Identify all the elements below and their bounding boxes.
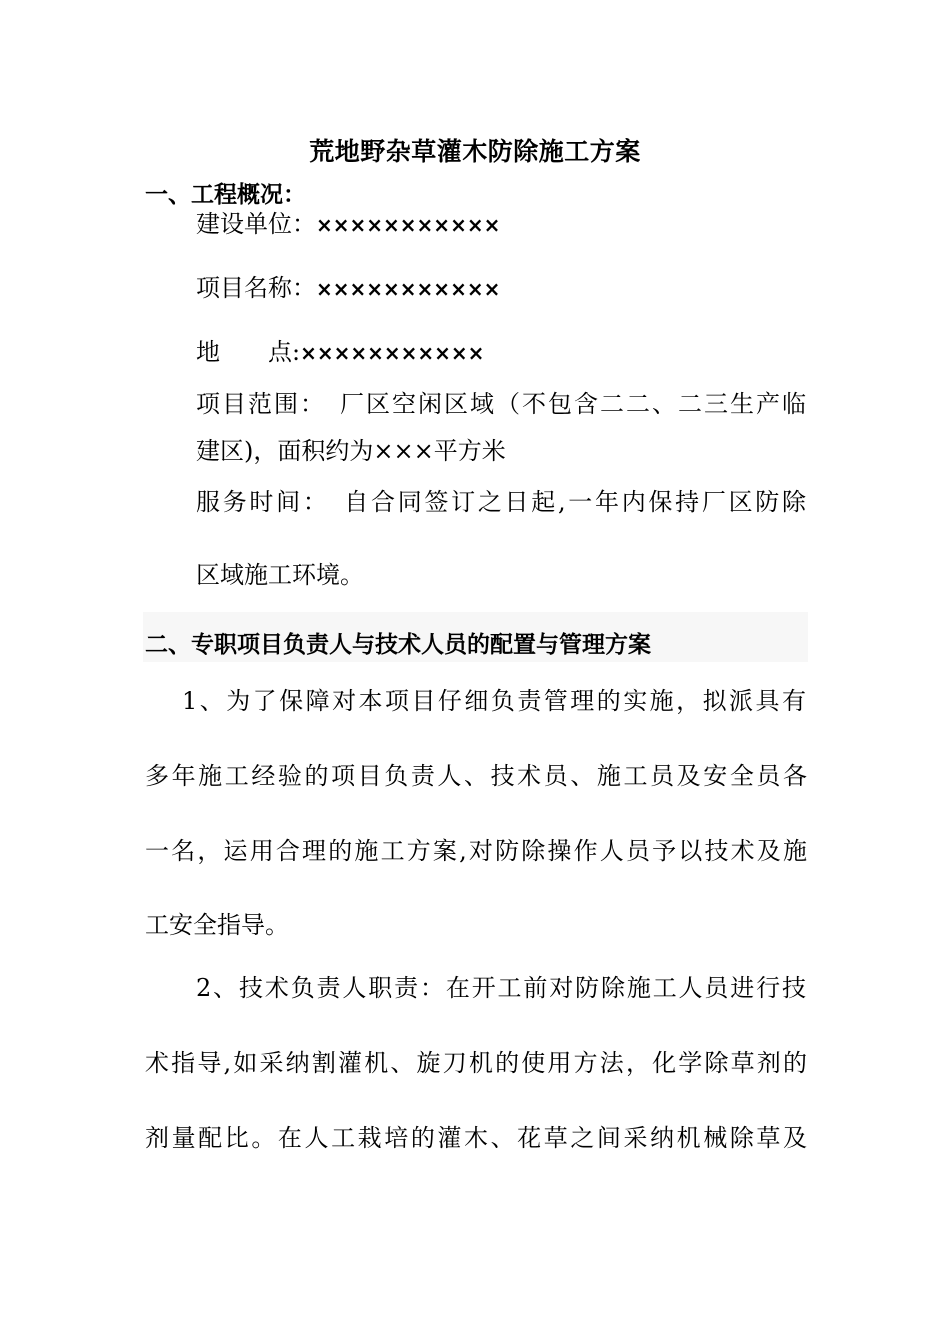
location-label: 地 点: [196,338,301,366]
construction-unit-label: 建设单位： [196,210,316,238]
location-value: ××××××××××× [300,341,485,365]
paragraph2-line-2: 术指导,如采纳割灌机、旋刀机的使用方法，化学除草剂的 [145,1049,807,1077]
construction-unit-value: ××××××××××× [316,213,501,237]
paragraph2-line-1: 2、技术负责人职责：在开工前对防除施工人员进行技 [196,974,806,1002]
section1-heading: 一、工程概况： [145,181,306,208]
paragraph2-line-3: 剂量配比。在人工栽培的灌木、花草之间采纳机械除草及 [145,1124,807,1152]
service-line-1: 服务时间： 自合同签订之日起,一年内保持厂区防除 [196,488,806,516]
scope-line-2: 建区)，面积约为×××平方米 [196,437,506,465]
project-name-label: 项目名称： [196,274,316,302]
paragraph1-line-1: 1、为了保障对本项目仔细负责管理的实施，拟派具有 [182,687,806,715]
construction-unit-row [196,212,500,236]
location-row [196,340,484,364]
paragraph1-line-2: 多年施工经验的项目负责人、技术员、施工员及安全员各 [145,762,807,790]
scope-line-1: 项目范围： 厂区空闲区域（不包含二二、二三生产临 [196,390,806,418]
section2-heading: 二、专职项目负责人与技术人员的配置与管理方案 [145,631,651,658]
project-name-row [196,276,500,300]
document-title: 荒地野杂草灌木防除施工方案 [309,137,641,166]
paragraph1-line-4: 工安全指导。 [145,911,289,939]
service-line-2: 区域施工环境。 [196,561,364,589]
paragraph1-line-3: 一名，运用合理的施工方案,对防除操作人员予以技术及施 [145,837,807,865]
project-name-value: ××××××××××× [316,277,501,301]
